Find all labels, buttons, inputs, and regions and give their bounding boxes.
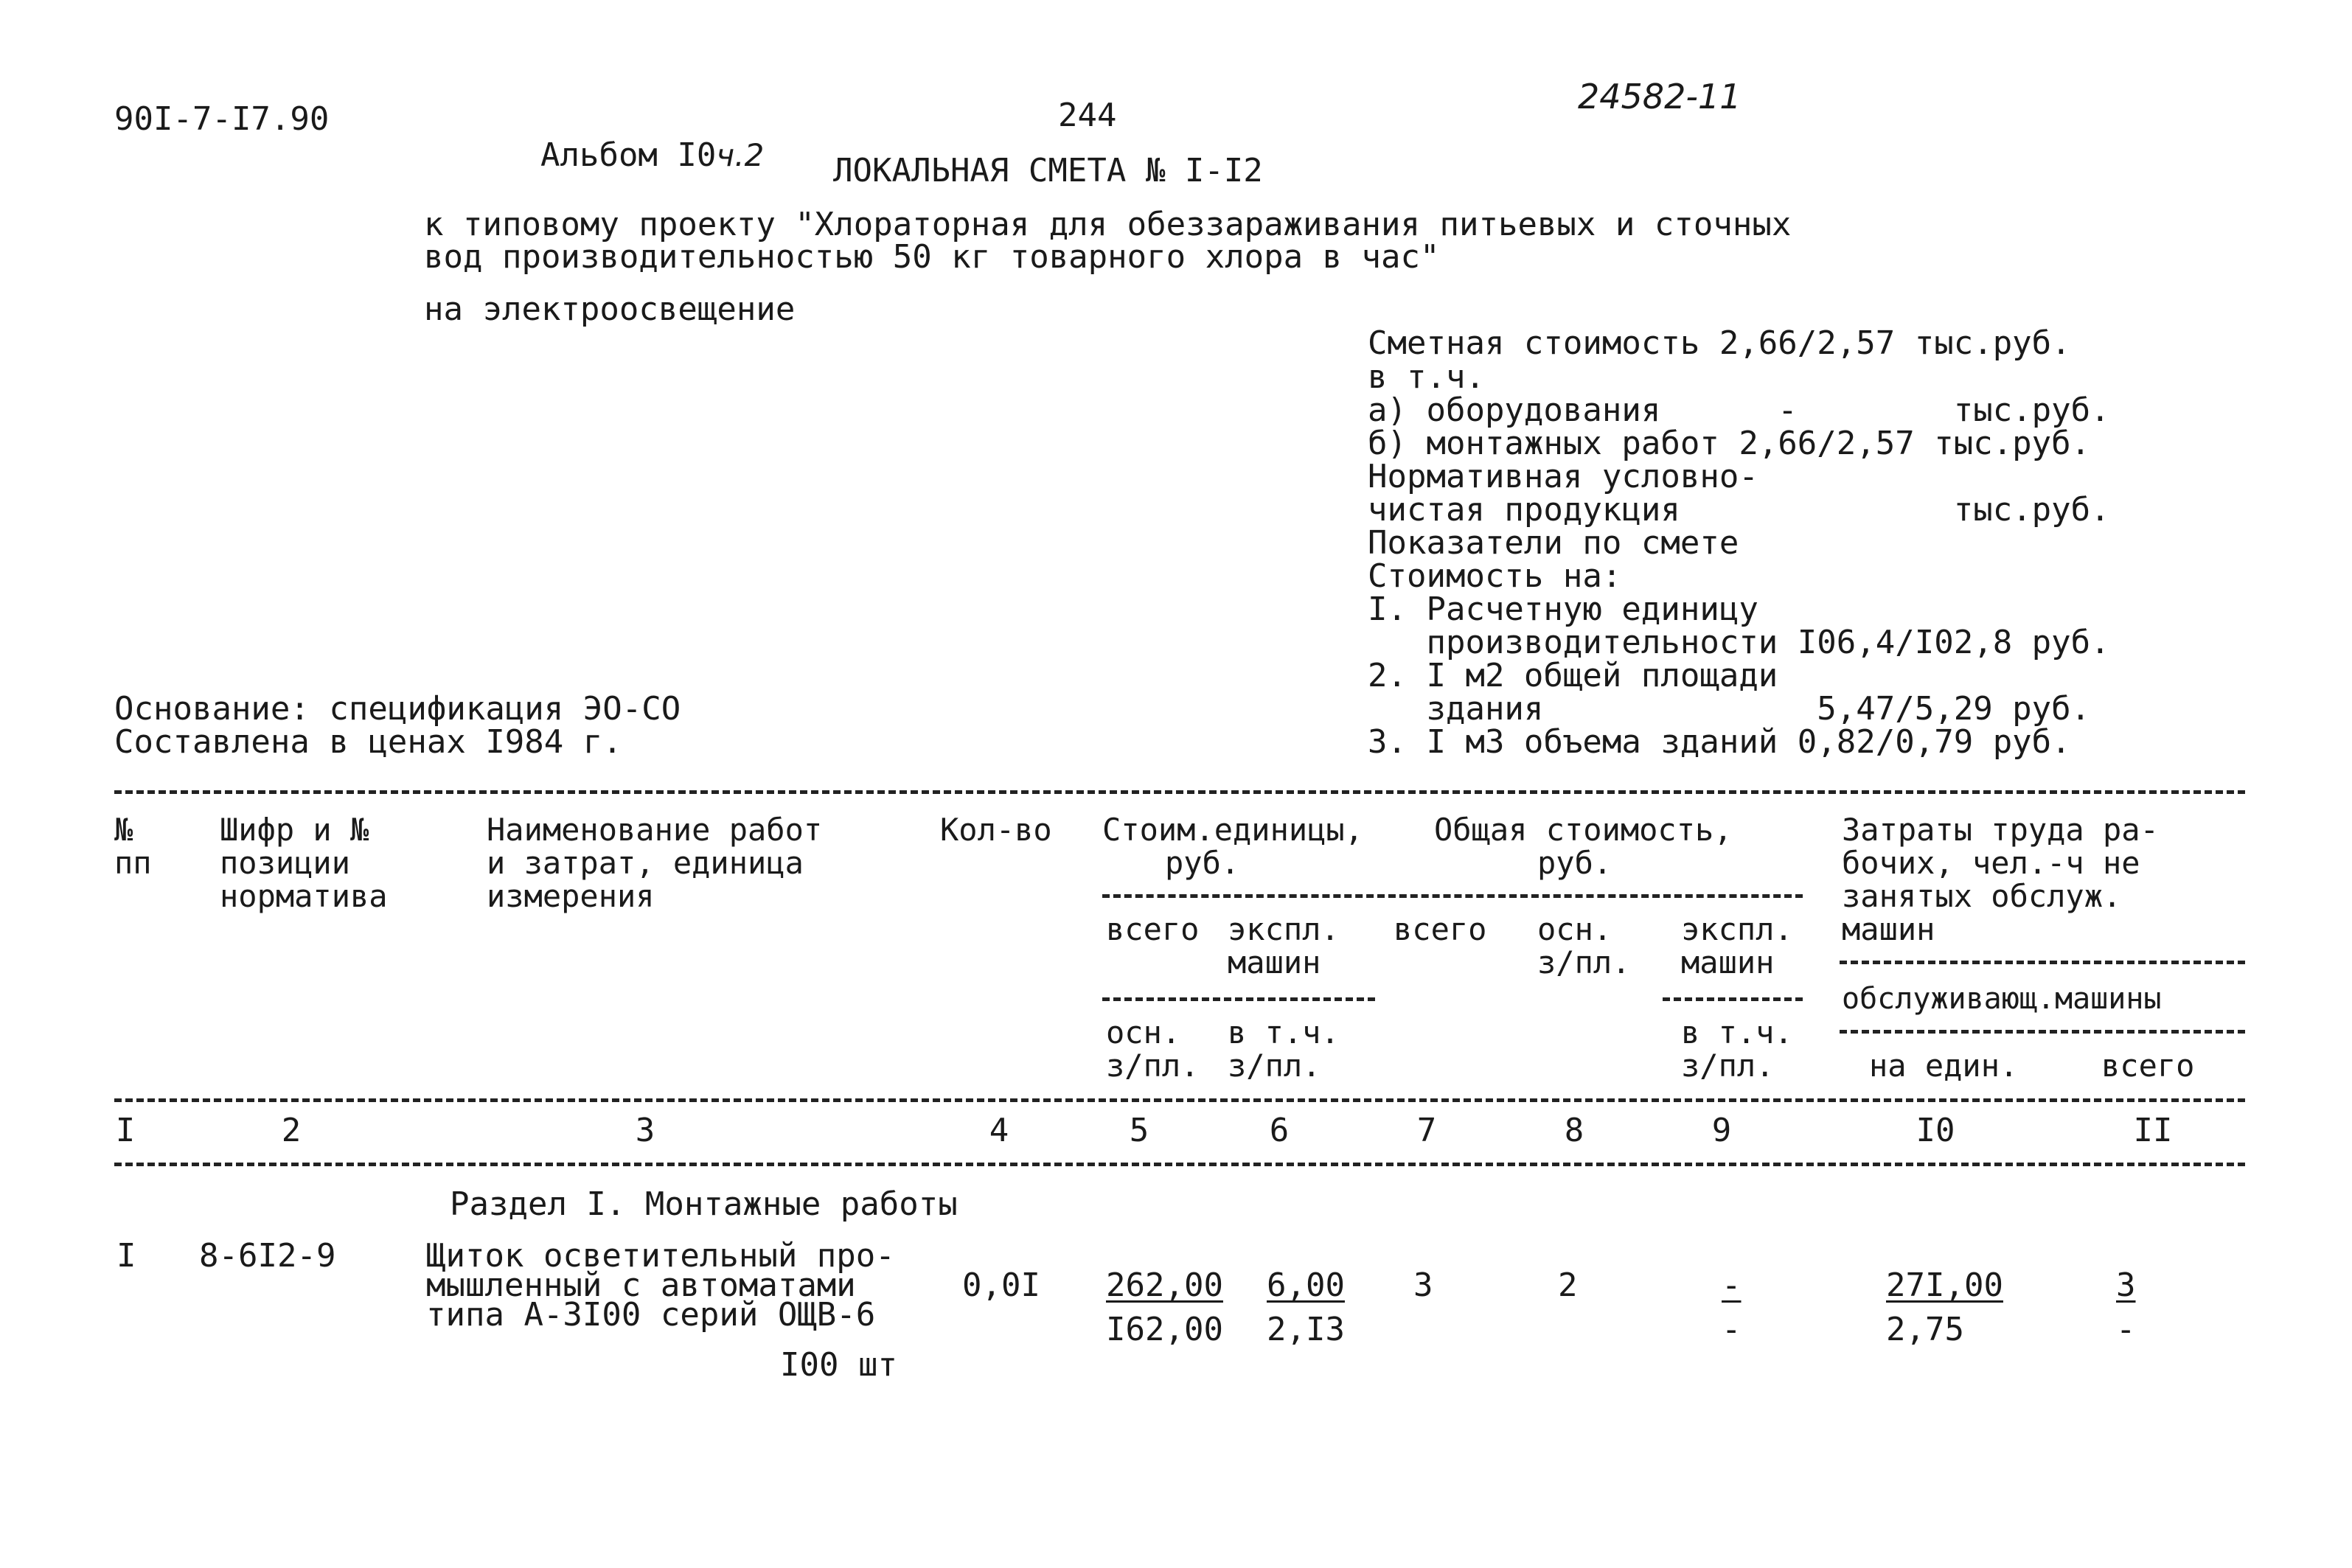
col5-bottom-header: з/пл. [1106,1048,1200,1084]
row-name-line: типа А-3I00 серий ОЩВ-6 [426,1296,876,1334]
total-machine-wages: - [1722,1311,1742,1348]
row-code: 8-6I2-9 [199,1237,336,1275]
unit-cost-header: Стоим.единицы, [1102,812,1364,848]
machine-operators-header: обслуживающ.машины [1842,982,2162,1016]
col-code-header: норматива [220,878,388,914]
col10-bottom-header: на един. [1869,1048,2019,1084]
total-wages: 2 [1558,1266,1578,1304]
header-subrule [1102,894,1803,898]
col7-mid-header: всего [1394,911,1487,947]
column-number: 3 [635,1112,655,1149]
header-subrule [1663,997,1803,1001]
project-code: 90I-7-I7.90 [114,100,330,138]
subtitle-line-1: к типовому проекту "Хлораторная для обеззараживания питьевых и сточных [424,206,1792,243]
col-name-header: Наименование работ [487,812,823,848]
archive-stamp: 24582-11 [1578,77,1742,116]
column-number: I [115,1112,136,1149]
row-name-line: Щиток осветительный про- [426,1237,895,1275]
summary-line: Стоимость на: [1368,557,1622,595]
row-quantity: 0,0I [962,1266,1040,1304]
col-name-header: и затрат, единица [487,845,804,881]
column-numbers-rule [114,1163,2245,1166]
col-code-header: Шифр и № [220,812,369,848]
summary-line: чистая продукция тыс.руб. [1368,491,2110,529]
col5-mid-header: всего [1106,911,1200,947]
table-top-rule [114,790,2245,794]
summary-line: здания 5,47/5,29 руб. [1368,690,2091,728]
col8-mid-header: осн. [1537,911,1612,947]
col-num-header: пп [114,845,152,881]
summary-line: в т.ч. [1368,358,1485,396]
labor-header: бочих, чел.-ч не [1842,845,2140,881]
labor-per-unit: 27I,00 [1886,1266,2003,1304]
col5-bottom-header: осн. [1106,1014,1181,1050]
album-label [501,107,764,172]
labor-header: занятых обслуж. [1842,878,2122,914]
col6-bottom-header: в т.ч. [1228,1014,1340,1050]
unit-cost-header: руб. [1165,845,1240,881]
row-name-line: мышленный с автоматами [426,1266,856,1304]
col9-mid-header: машин [1681,944,1775,980]
unit-cost-wages: I62,00 [1106,1311,1223,1348]
col6-mid-header: экспл. [1228,911,1340,947]
album-part: ч.2 [716,137,765,173]
page-number: 244 [1058,97,1117,134]
summary-line: а) оборудования - тыс.руб. [1368,391,2110,429]
column-number: 7 [1416,1112,1437,1149]
unit-cost-total: 262,00 [1106,1266,1223,1304]
col9-mid-header: экспл. [1681,911,1793,947]
unit-cost-machines: 6,00 [1267,1266,1345,1304]
header-bottom-rule [114,1098,2245,1102]
header-subrule [1102,997,1375,1001]
unit-cost-machine-wages: 2,I3 [1267,1311,1345,1348]
row-unit: I00 шт [780,1346,897,1384]
col6-bottom-header: з/пл. [1228,1048,1321,1084]
col11-bottom-header: всего [2101,1048,2195,1084]
col-qty-header: Кол-во [940,812,1052,848]
col-name-header: измерения [487,878,655,914]
summary-line: производительности I06,4/I02,8 руб. [1368,624,2110,661]
summary-line: 3. I м3 объема зданий 0,82/0,79 руб. [1368,723,2071,761]
column-number: 5 [1129,1112,1149,1149]
column-number: 2 [281,1112,302,1149]
document-title: ЛОКАЛЬНАЯ СМЕТА № I-I2 [833,152,1263,189]
col6-mid-header: машин [1228,944,1321,980]
basis-line: Основание: спецификация ЭО-СО [114,690,681,728]
total-machines: - [1722,1266,1742,1304]
price-level-line: Составлена в ценах I984 г. [114,723,622,761]
summary-line: I. Расчетную единицу [1368,590,1758,628]
column-number: 4 [989,1112,1009,1149]
estimate-subject: на электроосвещение [424,290,796,328]
column-number: 9 [1711,1112,1732,1149]
summary-line: Сметная стоимость 2,66/2,57 тыс.руб. [1368,324,2071,362]
section-title: Раздел I. Монтажные работы [450,1185,958,1223]
labor-operators-total: - [2116,1311,2136,1348]
col-num-header: № [114,812,133,848]
labor-header: Затраты труда ра- [1842,812,2159,848]
column-number: 8 [1564,1112,1584,1149]
labor-total: 3 [2116,1266,2136,1304]
col-code-header: позиции [220,845,351,881]
album-name: Альбом I0 [540,136,717,174]
labor-header: машин [1842,911,1935,947]
header-subrule [1840,961,2245,964]
header-subrule [1840,1030,2245,1034]
summary-line: Показатели по смете [1368,524,1739,562]
summary-line: 2. I м2 общей площади [1368,657,1778,694]
row-number: I [116,1237,136,1275]
col9-bottom-header: в т.ч. [1681,1014,1793,1050]
summary-line: Нормативная условно- [1368,458,1758,495]
summary-line: б) монтажных работ 2,66/2,57 тыс.руб. [1368,425,2091,462]
column-number: II [2133,1112,2173,1149]
column-number: 6 [1269,1112,1290,1149]
subtitle-line-2: вод производительностью 50 кг товарного хлора в час" [424,238,1440,276]
col8-mid-header: з/пл. [1537,944,1631,980]
total-cost-header: руб. [1537,845,1612,881]
total-cost-header: Общая стоимость, [1434,812,1733,848]
total-cost: 3 [1413,1266,1433,1304]
column-number: I0 [1916,1112,1955,1149]
col9-bottom-header: з/пл. [1681,1048,1775,1084]
labor-operators-per-unit: 2,75 [1886,1311,1964,1348]
